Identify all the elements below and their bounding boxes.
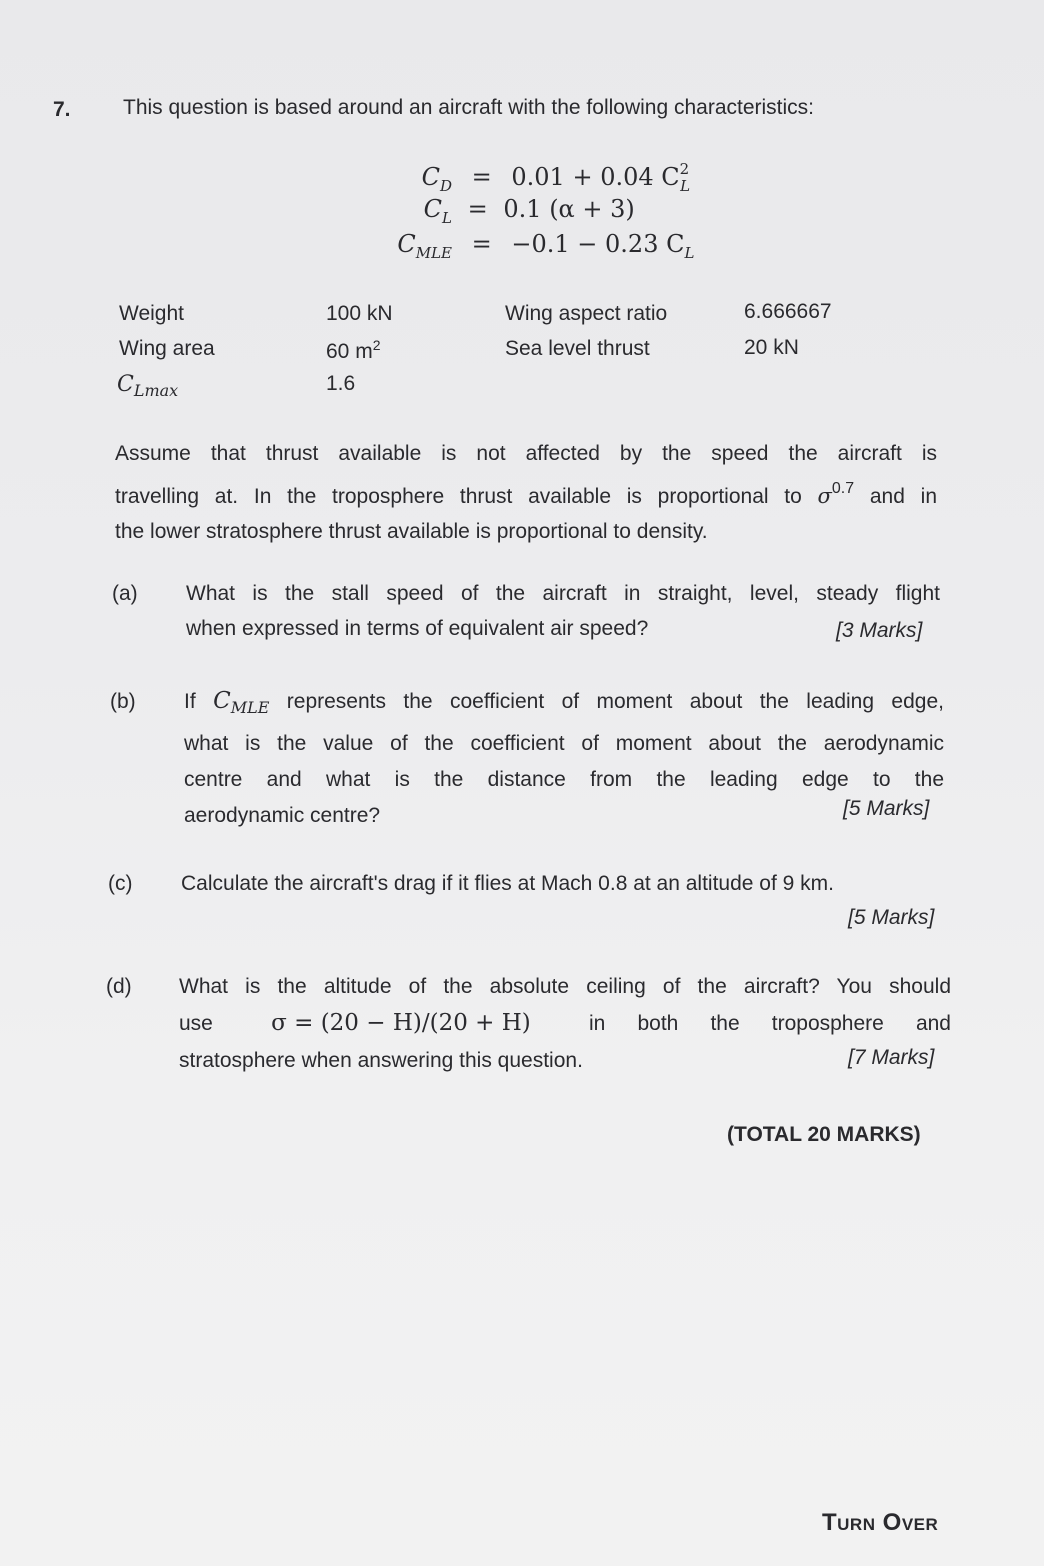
equation-cmle-symbol: C (397, 230, 416, 258)
question-intro: This question is based around an aircraft with the following characteristics: (123, 96, 815, 119)
part-b-cmle-subscript: MLE (230, 698, 270, 717)
part-b-line-4: aerodynamic centre? (184, 804, 381, 827)
wing-area-label: Wing area (119, 337, 215, 360)
clmax-value: 1.6 (326, 372, 356, 395)
part-b-if: If (184, 690, 214, 713)
part-c-label: (c) (108, 872, 133, 895)
wing-area-number: 60 m (326, 340, 373, 363)
assumption-line-3: the lower stratosphere thrust available is proportional to density. (115, 520, 708, 543)
part-d-use: use (179, 1012, 213, 1035)
assumption-line-2 (115, 471, 937, 514)
thrust-label: Sea level thrust (505, 337, 650, 360)
sigma-symbol: σ (817, 484, 832, 508)
clmax-label (117, 372, 178, 400)
part-a-label: (a) (112, 582, 138, 605)
equation-cmle-subscript: MLE (415, 244, 452, 262)
assumption-line-2-text: travelling at. In the troposphere thrust available is proportional to (115, 485, 818, 508)
equation-cd-subscript: D (439, 177, 452, 195)
part-d-sigma-formula: σ = (20 − H)/(20 + H) (271, 1010, 531, 1036)
equation-cmle: $C_{MLE} = -0.1 - 0.23$ $C_L$ (397, 230, 695, 262)
clmax-subscript: Lmax (133, 381, 179, 400)
equation-cd-superscript: 2 (679, 160, 690, 178)
wing-area-unit-superscript: 2 (372, 337, 381, 353)
part-c-line-1: Calculate the aircraft's drag if it flies at Mach 0.8 at an altitude of 9 km. (181, 872, 834, 895)
equation-cl: $C_L = 0.1$ (α + 3) (423, 195, 635, 227)
part-d-line-2 (179, 1005, 951, 1042)
question-number: 7. (53, 98, 71, 121)
assumption-paragraph (115, 436, 937, 549)
equation-cd-rhs: 0.01 + 0.04 C (511, 163, 680, 191)
equation-cd-rhs-subscript: L (680, 177, 691, 195)
part-a-line-2: when expressed in terms of equivalent air speed? (186, 617, 649, 640)
part-b-marks: [5 Marks] (843, 797, 930, 820)
equation-cl-rhs: 0.1 (α + 3) (503, 195, 635, 223)
part-b-cmle-symbol: C (213, 688, 231, 714)
part-a-marks: [3 Marks] (836, 619, 923, 642)
part-d-text (179, 968, 951, 1079)
thrust-value: 20 kN (744, 336, 799, 359)
part-c-marks: [5 Marks] (848, 906, 935, 929)
weight-label: Weight (119, 302, 184, 325)
clmax-symbol: C (117, 372, 134, 397)
part-d-marks: [7 Marks] (848, 1046, 935, 1069)
aspect-ratio-value: 6.666667 (744, 300, 832, 323)
aspect-ratio-label: Wing aspect ratio (505, 302, 668, 325)
equation-cmle-rhs-subscript: L (684, 244, 695, 262)
part-b-line-3: centre and what is the distance from the leading edge to the (184, 768, 944, 791)
assumption-line-2-end: and in (854, 485, 937, 508)
equation-cmle-rhs: −0.1 − 0.23 C (511, 230, 685, 258)
equation-cl-subscript: L (442, 209, 452, 227)
part-d-line-1: What is the altitude of the absolute ceiling of the aircraft? You should (179, 975, 951, 998)
part-a-line-1: What is the stall speed of the aircraft in straight, level, steady flight (186, 582, 940, 605)
part-d-label: (d) (106, 975, 132, 998)
equation-cl-symbol: C (423, 195, 443, 223)
assumption-line-1: Assume that thrust available is not affected by the speed the aircraft is (115, 442, 937, 465)
part-a-text (186, 576, 940, 646)
part-b-line-1-text: represents the coefficient of moment about the leading edge, (269, 690, 944, 713)
equation-cd: $C_D = 0.01 + 0.04$ $C^2_L$ (421, 160, 691, 195)
turn-over-footer: Turn Over (822, 1509, 939, 1536)
total-marks: (TOTAL 20 MARKS) (727, 1123, 921, 1146)
equation-cd-symbol: C (421, 163, 440, 191)
sigma-exponent: 0.7 (831, 480, 855, 497)
part-b-label: (b) (110, 690, 136, 713)
part-b-text (184, 683, 944, 834)
weight-value: 100 kN (326, 302, 393, 325)
part-d-line-3: stratosphere when answering this question. (179, 1049, 583, 1072)
part-d-line-2-text: in both the troposphere and (589, 1012, 951, 1035)
part-b-line-1 (184, 683, 944, 726)
part-b-line-2: what is the value of the coefficient of moment about the aerodynamic (184, 732, 944, 755)
wing-area-value (326, 337, 380, 364)
